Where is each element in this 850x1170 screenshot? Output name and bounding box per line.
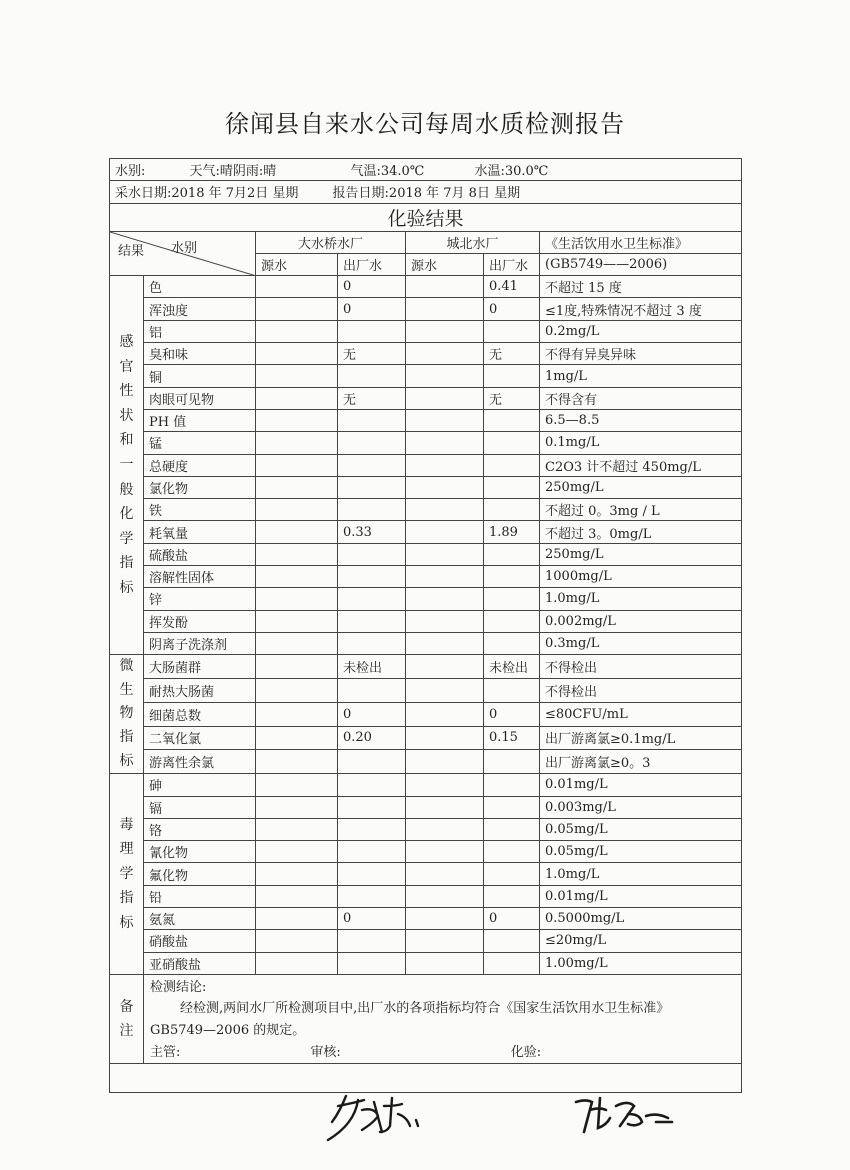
reviewer-signature xyxy=(318,1092,433,1144)
cell-s1 xyxy=(256,774,338,796)
cell-std: 250mg/L xyxy=(540,543,742,565)
cell-o2: 无 xyxy=(484,387,540,409)
cell-o2 xyxy=(484,320,540,342)
cell-o2 xyxy=(484,818,540,840)
cell-s2 xyxy=(406,818,484,840)
cell-s1 xyxy=(256,588,338,610)
cell-s2 xyxy=(406,476,484,498)
cell-std: 1.0mg/L xyxy=(540,588,742,610)
group-label: 毒 理 学 指 标 xyxy=(110,774,144,975)
cell-o2 xyxy=(484,365,540,387)
table-row xyxy=(110,343,742,365)
weather-text: 天气:晴阴雨:晴 xyxy=(189,164,277,180)
cell-o1: 无 xyxy=(338,343,406,365)
cell-s2 xyxy=(406,796,484,818)
cell-std: 不得检出 xyxy=(540,655,742,679)
table-row xyxy=(110,499,742,521)
cell-s2 xyxy=(406,930,484,952)
table-row xyxy=(110,952,742,974)
cell-s2 xyxy=(406,679,484,703)
cell-s1 xyxy=(256,726,338,750)
cell-std: 0.003mg/L xyxy=(540,796,742,818)
cell-o1 xyxy=(338,632,406,654)
cell-s1 xyxy=(256,907,338,929)
plant1-out-header: 出厂水 xyxy=(338,253,406,275)
cell-item: 铝 xyxy=(144,320,256,342)
cell-item: 镉 xyxy=(144,796,256,818)
cell-item: 总硬度 xyxy=(144,454,256,476)
cell-s2 xyxy=(406,863,484,885)
cell-item: 氨氮 xyxy=(144,907,256,929)
cell-o2 xyxy=(484,930,540,952)
table-row xyxy=(110,387,742,409)
cell-s2 xyxy=(406,588,484,610)
cell-o1 xyxy=(338,320,406,342)
cell-std: 0.3mg/L xyxy=(540,632,742,654)
table-row xyxy=(110,726,742,750)
remarks-row xyxy=(110,996,742,1017)
cell-s2 xyxy=(406,432,484,454)
cell-s1 xyxy=(256,679,338,703)
cell-s1 xyxy=(256,543,338,565)
plant1-header: 大水桥水厂 xyxy=(256,231,406,253)
table-row xyxy=(110,907,742,929)
table-row xyxy=(110,432,742,454)
cell-item: 氰化物 xyxy=(144,841,256,863)
cell-std: 不超过 15 度 xyxy=(540,276,742,298)
remarks-row xyxy=(110,1017,742,1038)
cell-std: 1.00mg/L xyxy=(540,952,742,974)
diag-top-label: 水别 xyxy=(170,240,197,256)
cell-o1 xyxy=(338,454,406,476)
cell-o1 xyxy=(338,476,406,498)
conclusion-line-1-text: 经检测,两间水厂所检测项目中,出厂水的各项指标均符合《国家生活饮用水卫生标准》 xyxy=(180,1001,670,1017)
cell-o1 xyxy=(338,841,406,863)
cell-s2 xyxy=(406,409,484,431)
table-row xyxy=(110,320,742,342)
remarks-row xyxy=(110,974,742,996)
sample-date-text: 采水日期:2018 年 7月2日 星期 xyxy=(115,186,299,202)
cell-item: 锌 xyxy=(144,588,256,610)
cell-o1 xyxy=(338,610,406,632)
header-row-1 xyxy=(110,231,742,253)
cell-std: 0.05mg/L xyxy=(540,818,742,840)
table-row xyxy=(110,566,742,588)
cell-std: 出厂游离氯≥0。3 xyxy=(540,750,742,774)
cell-item: 臭和味 xyxy=(144,343,256,365)
cell-s2 xyxy=(406,543,484,565)
cell-s1 xyxy=(256,387,338,409)
tester-signature xyxy=(568,1092,678,1136)
cell-o2 xyxy=(484,774,540,796)
cell-o1: 0 xyxy=(338,702,406,726)
standard-header-2: (GB5749——2006) xyxy=(540,253,742,275)
cell-std: 0.1mg/L xyxy=(540,432,742,454)
cell-o2 xyxy=(484,588,540,610)
cell-item: 氯化物 xyxy=(144,476,256,498)
cell-s2 xyxy=(406,521,484,543)
table-row xyxy=(110,796,742,818)
cell-std: 出厂游离氯≥0.1mg/L xyxy=(540,726,742,750)
cell-std: 0.01mg/L xyxy=(540,885,742,907)
cell-o2 xyxy=(484,610,540,632)
cell-item: 硫酸盐 xyxy=(144,543,256,565)
cell-std: C2O3 计不超过 450mg/L xyxy=(540,454,742,476)
table-row xyxy=(110,298,742,320)
cell-std: 0.01mg/L xyxy=(540,774,742,796)
conclusion-label-text: 检测结论: xyxy=(150,980,207,996)
cell-item: 阴离子洗涤剂 xyxy=(144,632,256,654)
cell-o2: 0.15 xyxy=(484,726,540,750)
cell-std: 0.05mg/L xyxy=(540,841,742,863)
cell-o1: 0.20 xyxy=(338,726,406,750)
cell-s2 xyxy=(406,750,484,774)
info-row-2 xyxy=(110,181,742,203)
cell-s1 xyxy=(256,432,338,454)
cell-std: 1.0mg/L xyxy=(540,863,742,885)
cell-std: 不得有异臭异味 xyxy=(540,343,742,365)
cell-s1 xyxy=(256,298,338,320)
cell-s1 xyxy=(256,343,338,365)
cell-o1 xyxy=(338,796,406,818)
cell-item: 色 xyxy=(144,276,256,298)
cell-s1 xyxy=(256,818,338,840)
report-date-text: 报告日期:2018 年 7月 8日 星期 xyxy=(332,186,521,202)
table-row xyxy=(110,276,742,298)
cell-item: 大肠菌群 xyxy=(144,655,256,679)
cell-o2: 0 xyxy=(484,702,540,726)
cell-s2 xyxy=(406,566,484,588)
table-row xyxy=(110,454,742,476)
cell-o1 xyxy=(338,679,406,703)
signature-row xyxy=(144,1039,742,1064)
conclusion-line-2-text: GB5749—2006 的规定。 xyxy=(150,1022,306,1038)
cell-o1 xyxy=(338,930,406,952)
cell-std: 不超过 0。3mg / L xyxy=(540,499,742,521)
cell-s2 xyxy=(406,276,484,298)
cell-s1 xyxy=(256,885,338,907)
cell-o2 xyxy=(484,841,540,863)
cell-s1 xyxy=(256,320,338,342)
cell-o1 xyxy=(338,885,406,907)
cell-item: 游离性余氯 xyxy=(144,750,256,774)
tester-label: 化验: xyxy=(510,1045,542,1061)
cell-std: 不超过 3。0mg/L xyxy=(540,521,742,543)
water-quality-table xyxy=(109,158,742,1093)
cell-o1 xyxy=(338,774,406,796)
cell-o2 xyxy=(484,566,540,588)
cell-item: 肉眼可见物 xyxy=(144,387,256,409)
cell-o2 xyxy=(484,409,540,431)
cell-o2 xyxy=(484,679,540,703)
cell-o1: 无 xyxy=(338,387,406,409)
cell-std: 0.5000mg/L xyxy=(540,907,742,929)
table-row xyxy=(110,885,742,907)
cell-s1 xyxy=(256,521,338,543)
cell-item: PH 值 xyxy=(144,409,256,431)
table-row xyxy=(110,543,742,565)
table-row xyxy=(110,365,742,387)
cell-o1 xyxy=(338,818,406,840)
cell-std: 不得检出 xyxy=(540,679,742,703)
table-row xyxy=(110,632,742,654)
table-row xyxy=(110,863,742,885)
cell-s1 xyxy=(256,702,338,726)
cell-s2 xyxy=(406,454,484,476)
section-title-row xyxy=(110,203,742,231)
cell-s2 xyxy=(406,387,484,409)
table-row xyxy=(110,521,742,543)
diag-bottom-label: 结果 xyxy=(118,244,145,260)
cell-o2 xyxy=(484,476,540,498)
cell-s1 xyxy=(256,952,338,974)
table-row xyxy=(110,409,742,431)
cell-o2: 无 xyxy=(484,343,540,365)
cell-s1 xyxy=(256,409,338,431)
cell-std: ≤20mg/L xyxy=(540,930,742,952)
cell-o1 xyxy=(338,432,406,454)
cell-s1 xyxy=(256,796,338,818)
cell-o1: 未检出 xyxy=(338,655,406,679)
cell-s2 xyxy=(406,343,484,365)
cell-s1 xyxy=(256,276,338,298)
cell-item: 铜 xyxy=(144,365,256,387)
cell-o1: 0.33 xyxy=(338,521,406,543)
cell-s2 xyxy=(406,841,484,863)
conclusion-line-1 xyxy=(144,996,742,1017)
cell-s1 xyxy=(256,499,338,521)
table-row xyxy=(110,610,742,632)
cell-item: 耗氧量 xyxy=(144,521,256,543)
cell-o1 xyxy=(338,952,406,974)
table-row xyxy=(110,818,742,840)
cell-o1 xyxy=(338,543,406,565)
cell-s1 xyxy=(256,750,338,774)
cell-s1 xyxy=(256,454,338,476)
cell-s2 xyxy=(406,499,484,521)
cell-s1 xyxy=(256,610,338,632)
cell-item: 砷 xyxy=(144,774,256,796)
cell-item: 氟化物 xyxy=(144,863,256,885)
plant1-raw-header: 源水 xyxy=(256,253,338,275)
cell-o1 xyxy=(338,750,406,774)
cell-o2: 0 xyxy=(484,907,540,929)
cell-s2 xyxy=(406,774,484,796)
table-row xyxy=(110,588,742,610)
water-temp-text: 水温:30.0℃ xyxy=(474,164,549,180)
cell-o2 xyxy=(484,543,540,565)
cell-o2 xyxy=(484,432,540,454)
table-row xyxy=(110,841,742,863)
cell-s2 xyxy=(406,655,484,679)
plant2-out-header: 出厂水 xyxy=(484,253,540,275)
cell-item: 挥发酚 xyxy=(144,610,256,632)
cell-o1 xyxy=(338,566,406,588)
table-row xyxy=(110,774,742,796)
cell-o2: 1.89 xyxy=(484,521,540,543)
cell-s2 xyxy=(406,365,484,387)
reviewer-label: 审核: xyxy=(310,1045,341,1061)
cell-s2 xyxy=(406,610,484,632)
plant2-raw-header: 源水 xyxy=(406,253,484,275)
cell-std: ≤80CFU/mL xyxy=(540,702,742,726)
cell-o1: 0 xyxy=(338,276,406,298)
cell-s2 xyxy=(406,907,484,929)
cell-s1 xyxy=(256,365,338,387)
cell-o2 xyxy=(484,863,540,885)
cell-s1 xyxy=(256,655,338,679)
cell-s1 xyxy=(256,566,338,588)
cell-o1 xyxy=(338,409,406,431)
cell-s1 xyxy=(256,930,338,952)
table-row xyxy=(110,679,742,703)
table-row xyxy=(110,476,742,498)
cell-s1 xyxy=(256,841,338,863)
group-label: 微 生 物 指 标 xyxy=(110,655,144,774)
plant2-header: 城北水厂 xyxy=(406,231,540,253)
cell-item: 硝酸盐 xyxy=(144,930,256,952)
cell-o2 xyxy=(484,454,540,476)
cell-o2: 0 xyxy=(484,298,540,320)
cell-item: 耐热大肠菌 xyxy=(144,679,256,703)
cell-o1: 0 xyxy=(338,907,406,929)
cell-s1 xyxy=(256,863,338,885)
cell-o2: 未检出 xyxy=(484,655,540,679)
cell-item: 铬 xyxy=(144,818,256,840)
cell-s2 xyxy=(406,298,484,320)
cell-s2 xyxy=(406,726,484,750)
cell-s1 xyxy=(256,476,338,498)
table-row xyxy=(110,930,742,952)
cell-o2 xyxy=(484,750,540,774)
cell-o2 xyxy=(484,796,540,818)
cell-o2 xyxy=(484,952,540,974)
remarks-label: 备 注 xyxy=(110,974,144,1063)
cell-std: 0.002mg/L xyxy=(540,610,742,632)
cell-std: 1mg/L xyxy=(540,365,742,387)
remarks-row xyxy=(110,1039,742,1064)
conclusion-label xyxy=(144,974,742,996)
cell-o1 xyxy=(338,499,406,521)
table-row xyxy=(110,655,742,679)
conclusion-line-2 xyxy=(144,1017,742,1038)
info-row-1 xyxy=(110,159,742,181)
cell-s1 xyxy=(256,632,338,654)
cell-item: 铁 xyxy=(144,499,256,521)
cell-item: 锰 xyxy=(144,432,256,454)
cell-o2 xyxy=(484,632,540,654)
cell-item: 铅 xyxy=(144,885,256,907)
cell-item: 浑浊度 xyxy=(144,298,256,320)
supervisor-label: 主管: xyxy=(150,1045,181,1061)
water-type-label: 水别: xyxy=(115,164,146,180)
report-title: 徐闻县自来水公司每周水质检测报告 xyxy=(225,110,625,138)
standard-header-1: 《生活饮用水卫生标准》 xyxy=(540,231,742,253)
cell-std: 1000mg/L xyxy=(540,566,742,588)
cell-s2 xyxy=(406,320,484,342)
section-title: 化验结果 xyxy=(110,203,742,231)
cell-o1 xyxy=(338,863,406,885)
cell-s2 xyxy=(406,885,484,907)
cell-std: 250mg/L xyxy=(540,476,742,498)
cell-std: 0.2mg/L xyxy=(540,320,742,342)
cell-s2 xyxy=(406,702,484,726)
cell-s2 xyxy=(406,632,484,654)
cell-std: 6.5—8.5 xyxy=(540,409,742,431)
cell-o2: 0.41 xyxy=(484,276,540,298)
cell-o1 xyxy=(338,588,406,610)
blank-cell xyxy=(110,1063,742,1092)
cell-o2 xyxy=(484,499,540,521)
cell-std: ≤1度,特殊情况不超过 3 度 xyxy=(540,298,742,320)
table-row xyxy=(110,750,742,774)
group-label: 感 官 性 状 和 一 般 化 学 指 标 xyxy=(110,276,144,655)
diagonal-header-cell xyxy=(110,231,256,276)
cell-item: 亚硝酸盐 xyxy=(144,952,256,974)
cell-item: 二氧化氯 xyxy=(144,726,256,750)
table-row xyxy=(110,702,742,726)
cell-item: 溶解性固体 xyxy=(144,566,256,588)
cell-s2 xyxy=(406,952,484,974)
cell-std: 不得含有 xyxy=(540,387,742,409)
cell-o1: 0 xyxy=(338,298,406,320)
cell-o1 xyxy=(338,365,406,387)
cell-item: 细菌总数 xyxy=(144,702,256,726)
cell-o2 xyxy=(484,885,540,907)
air-temp-text: 气温:34.0℃ xyxy=(350,164,425,180)
blank-row xyxy=(110,1063,742,1092)
